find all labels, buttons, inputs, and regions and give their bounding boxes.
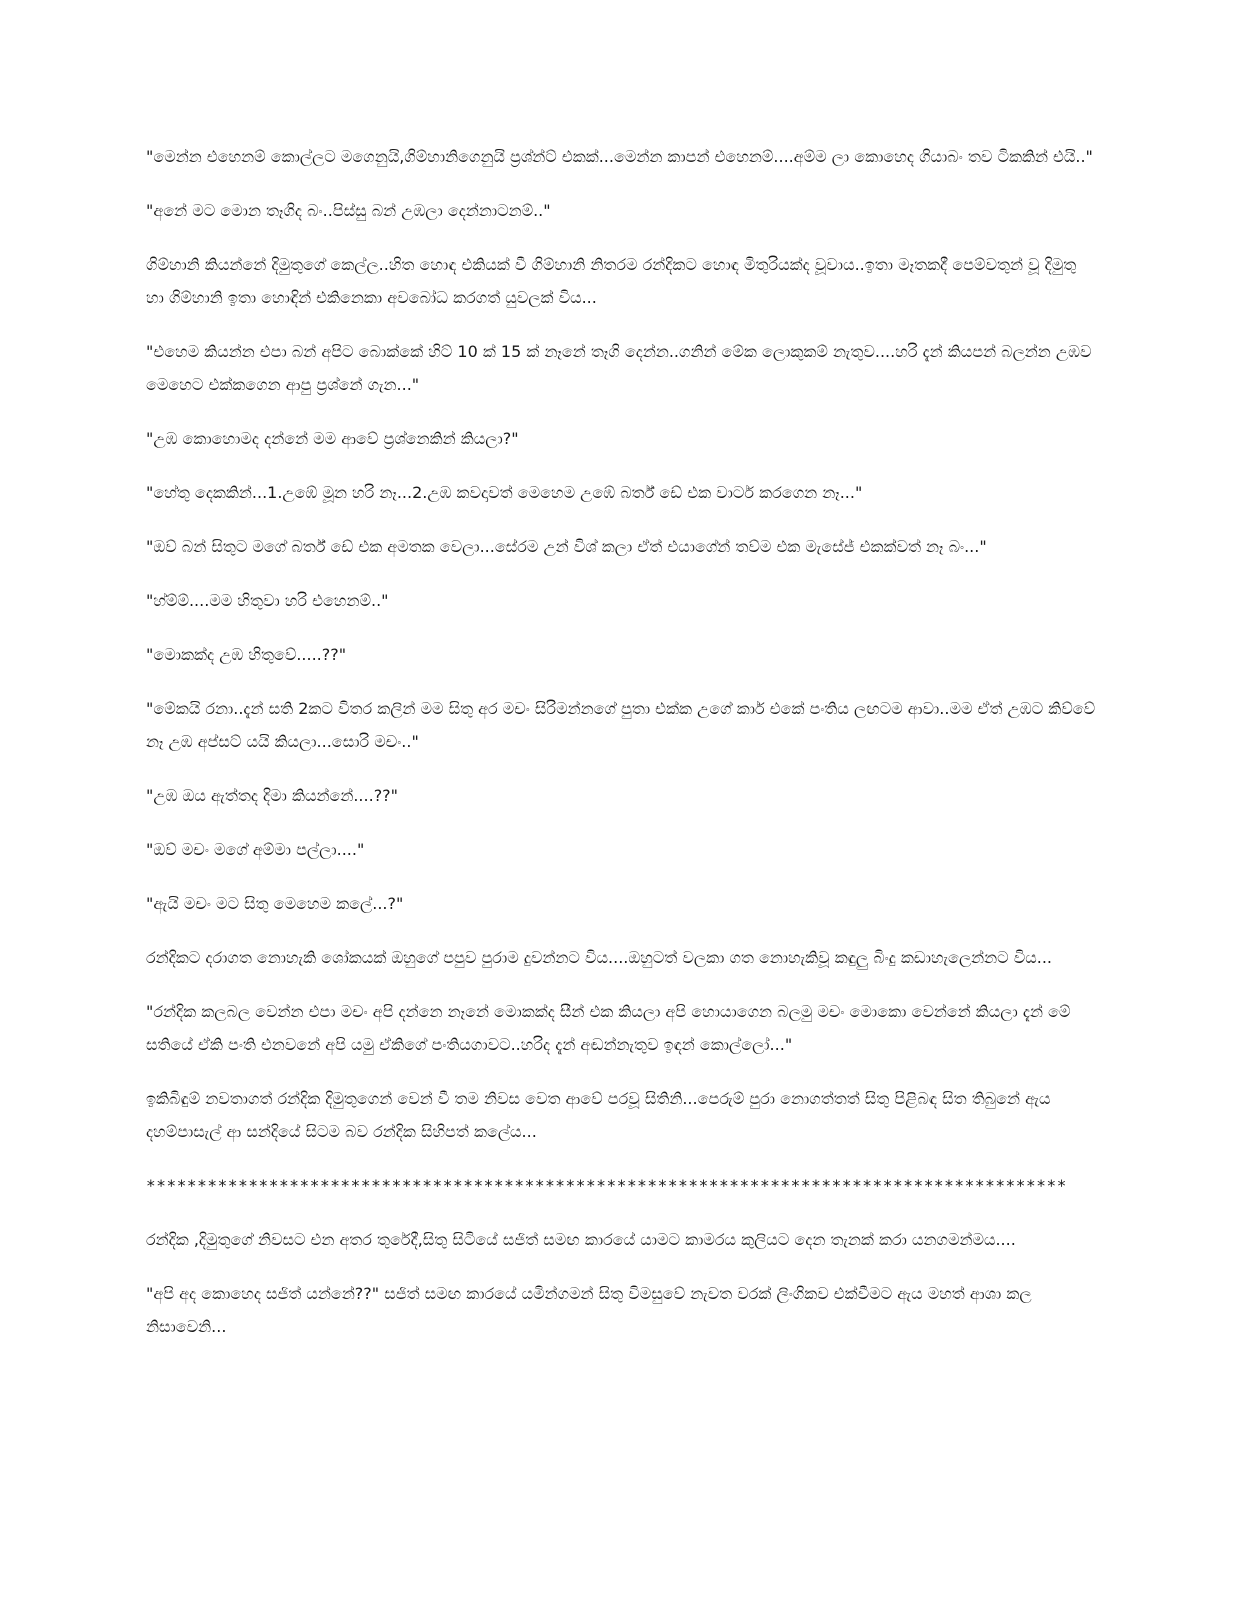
paragraph: ගිම්හානි කියන්නේ දිමුතුගේ කෙල්ල..හිත හොඳ එකියක් වී ගිම්හානි නිතරම රන්දිකට හොඳ මිතුරියක්ද වූවාය..ඉතා මෑතකදී පෙම්වතුන් වූ දිමුතු හා ගිම්හානි ඉතා හොඳින් එකිනෙකා අවබෝධ කරගත් යුවලක් විය... (146, 255, 1077, 307)
paragraph: "එහෙම කියන්න එපා බන් අපිට බොක්කේ හිට් 10 ක් 15 ක් නෑනේ තෑගි දෙන්න..ගනින් මේක ලොකුකම් නැතුව....හරි දැන් කියපන් බලන්න උඹව මෙහෙට එක්කගෙන ආපු ප්‍රශ්නේ ගැන..." (146, 342, 1092, 394)
paragraph: "අනේ මට මොන තෑගිද බං..පිස්සු බන් උඹලා දෙන්නාටනම්.." (146, 201, 551, 220)
document-body (146, 140, 1096, 1364)
paragraph: රන්දික ,දිමුතුගේ නිවසට එන අතර තුරේදී,සිතු සිටියේ සජිත් සමඟ කාරයේ යාමට කාමරය කුලියට දෙන තැනක් කරා යනගමන්මය.... (146, 1230, 1016, 1249)
paragraph: ඉකිබිඳුම් නවතාගත් රන්දික දිමුතුගෙන් වෙන් වී තම නිවස වෙත ආවේ පරවූ සිතිනි...පෙරුම් පුරා නොගත්තත් සිතු පිළිබඳ සිත තිබුනේ ඇය දහම්පාසැල් ආ සන්දියේ සිටම බව රන්දික සිහිපත් කලේය... (146, 1089, 1051, 1141)
paragraph: "මොකක්ද උඹ හිතුවේ.....??" (146, 645, 347, 664)
section-separator: ****************************************************************************************** (146, 1176, 1067, 1195)
paragraph: "උඹ කොහොමද දන්නේ මම ආවේ ප්‍රශ්නෙකින් කියලා?" (146, 429, 519, 448)
paragraph: රන්දිකට දරාගත නොහැකි ශෝකයක් ඔහුගේ පපුව පුරාම දුවන්නට විය....ඔහුටත් වලකා ගත නොහැකිවූ කඳුලු බිංදු කඩාහැලෙන්නට විය... (146, 948, 1053, 967)
paragraph: "ඔව් මචං මගේ අම්මා පල්ලා...." (146, 840, 365, 859)
paragraph: "හේතු දෙකකින්...1.උඹේ මූන හරි නෑ...2.උඹ කවදාවත් මෙහෙම උඹේ බර්ත් ඩේ එක වාටර් කරගෙන නෑ..." (146, 483, 863, 502)
paragraph: "ඇයි මචං මට සිතු මෙහෙම කලේ...?" (146, 894, 404, 913)
paragraph: "ඔව් බන් සිතුට මගේ බර්ත් ඩේ එක අමතක වෙලා...සේරම උන් විශ් කලා ඒත් එයාගේන් තව්ම එක මැසේජ් එකක්වත් නෑ බං..." (146, 537, 987, 556)
paragraph: "රන්දික කලබල වෙන්න එපා මචං අපි දන්නෙ නෑනේ මොකක්ද සීන් එක කියලා අපි හොයාගෙන බලමු මචං මොකො වෙන්නේ කියලා දැන් මේ සතියේ ඒකි පංති එනවනේ අපි යමු ඒකිගේ පංතියගාවට..හරිද දැන් අඬන්නැතුව ඉඳන් කොල්ලෝ..." (146, 1002, 1071, 1054)
paragraph: "උඹ ඔය ඇත්තද දිමා කියන්නේ....??" (146, 786, 399, 805)
paragraph: "හ්ම්ම්....මම හිතුවා හරි එහෙනම්.." (146, 591, 389, 610)
paragraph: "මේකයි රනා..දැන් සති 2කට විතර කලින් මම සිතු අර මචං සිරිමන්නගේ පුතා එක්ක උගේ කාර් එකේ පංතිය ලඟටම ආවා..මම ඒත් උඹට කිව්වේ නෑ උඹ අප්සට් යයි කියලා...සොරි මචං.." (146, 699, 1096, 751)
paragraph: "අපි අද කොහෙද සජිත් යන්නේ??" සජිත් සමඟ කාරයේ යමින්ගමන් සිතු විමසුවේ නැවත වරක් ලිංගිකව එක්වීමට ඇය මහත් ආශා කල නිසාවෙනි... (146, 1284, 1032, 1336)
paragraph: "මෙන්න එහෙනම් කොල්ලට මගෙනුයි,ගිම්හානිගෙනුයි ප්‍රශ්න්ට් එකක්...මෙන්න කාපන් එහෙනම්....අම්ම ලා කොහෙද ගියාබං තව ටිකකින් එයි.." (146, 147, 1093, 166)
